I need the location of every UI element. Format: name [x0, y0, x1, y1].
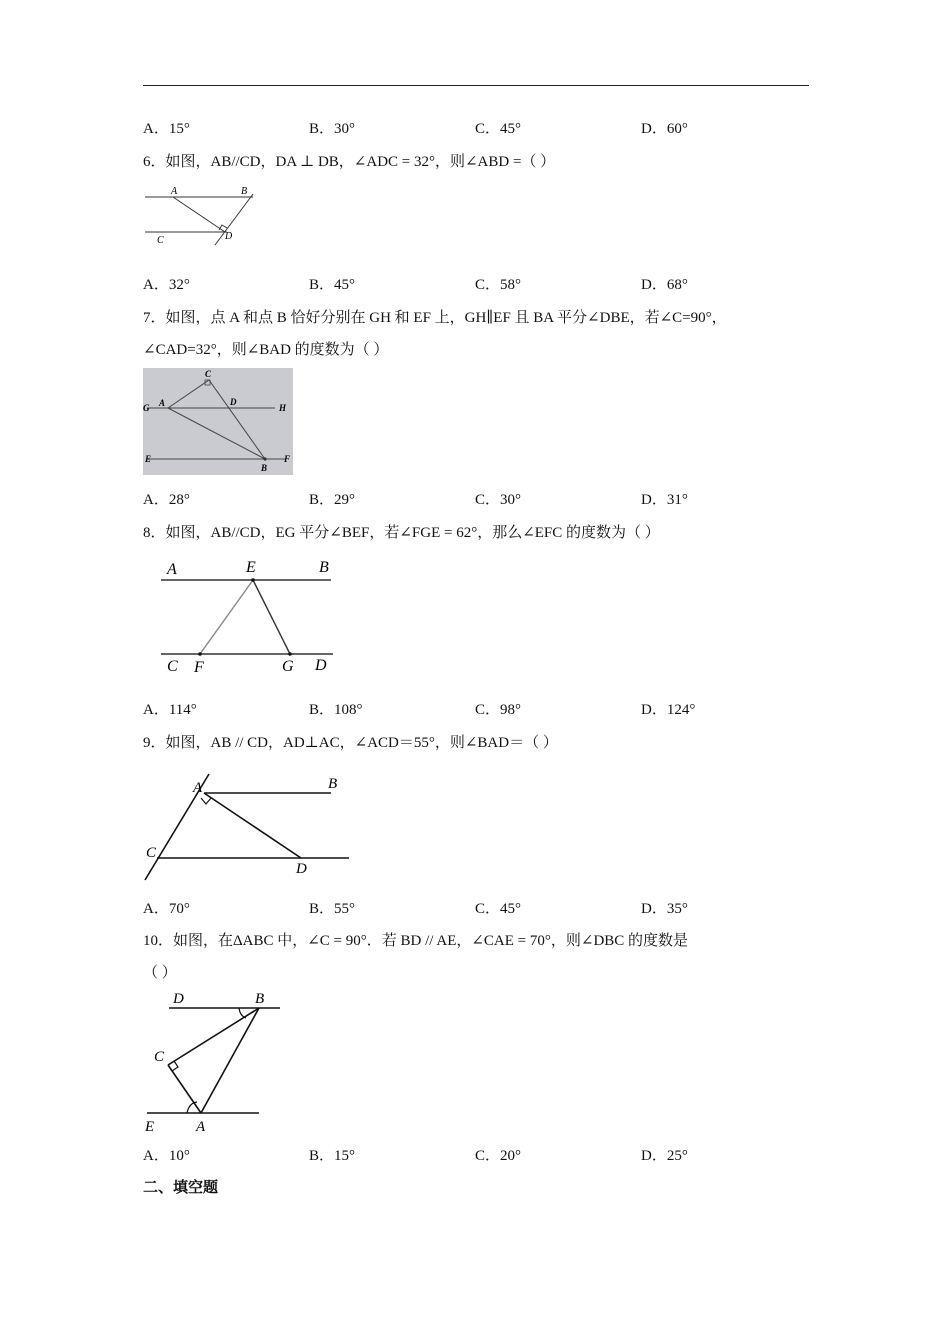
q7-option-a[interactable]: A．28°: [143, 492, 190, 508]
q10-label-a: A: [196, 1119, 206, 1134]
q9-label-d: D: [296, 861, 307, 877]
q6-label-d: D: [225, 231, 233, 242]
q6-label-b: B: [241, 186, 248, 197]
q8-option-a[interactable]: A．114°: [143, 702, 197, 718]
q5-option-b[interactable]: B．30°: [309, 121, 356, 137]
q7-options: [143, 488, 809, 512]
q10-label-e: E: [145, 1119, 155, 1134]
q6-option-c[interactable]: C．58°: [475, 277, 522, 293]
q9-label-b: B: [328, 776, 338, 792]
q7-label-f: F: [284, 454, 291, 464]
q10-option-a[interactable]: A．10°: [143, 1148, 190, 1164]
q9-label-c: C: [146, 845, 157, 861]
q9-option-b[interactable]: B．55°: [309, 901, 356, 917]
q7-figure: [143, 368, 293, 475]
q6-option-b[interactable]: B．45°: [309, 277, 356, 293]
q6-figure: [143, 185, 263, 247]
q9-figure: [143, 762, 353, 884]
q8-options: [143, 698, 809, 722]
q8-label-d: D: [315, 657, 327, 674]
q6-label-a: A: [171, 186, 178, 197]
q6-stem: 6．如图，AB//CD，DA ⊥ DB，∠ADC = 32°，则∠ABD =（ ）: [143, 154, 556, 170]
q10-option-b[interactable]: B．15°: [309, 1148, 356, 1164]
q5-option-c[interactable]: C．45°: [475, 121, 522, 137]
q6-option-d[interactable]: D．68°: [641, 277, 688, 293]
q5-options: [143, 117, 809, 141]
q7-label-d: D: [230, 397, 237, 407]
q5-option-d[interactable]: D．60°: [641, 121, 688, 137]
q6-options: [143, 273, 809, 297]
q7-label-e: E: [145, 454, 152, 464]
q8-label-g: G: [282, 658, 294, 675]
q9-option-c[interactable]: C．45°: [475, 901, 522, 917]
section-title: 二、填空题: [143, 1178, 219, 1196]
q9-option-a[interactable]: A．70°: [143, 901, 190, 917]
q10-label-b: B: [255, 991, 265, 1007]
q9-options: [143, 897, 809, 921]
q6-option-a[interactable]: A．32°: [143, 277, 190, 293]
q9-stem: 9．如图，AB // CD，AD⊥AC，∠ACD＝55°，则∠BAD＝（ ）: [143, 735, 558, 751]
q10-stem-line1: 10．如图，在ΔABC 中，∠C = 90°．若 BD // AE，∠CAE = 70°，则∠DBC 的度数是: [143, 933, 689, 949]
q8-label-b: B: [319, 559, 329, 576]
q7-stem-line2: ∠CAD=32°，则∠BAD 的度数为（ ）: [143, 342, 389, 358]
q8-label-a: A: [167, 561, 177, 578]
q10-options: [143, 1144, 809, 1168]
q7-option-b[interactable]: B．29°: [309, 492, 356, 508]
q7-label-a: A: [159, 398, 166, 408]
q10-label-c: C: [154, 1049, 165, 1065]
q7-stem-line1: 7．如图，点 A 和点 B 恰好分别在 GH 和 EF 上，GH∥EF 且 BA 平分∠DBE，若∠C=90°，: [143, 310, 727, 326]
q8-label-f: F: [194, 659, 204, 676]
q8-label-c: C: [167, 658, 178, 675]
q5-option-a[interactable]: A．15°: [143, 121, 190, 137]
header-rule: [143, 85, 809, 86]
q7-label-h: H: [279, 403, 287, 413]
q10-option-c[interactable]: C．20°: [475, 1148, 522, 1164]
q9-option-d[interactable]: D．35°: [641, 901, 688, 917]
q8-label-e: E: [246, 559, 256, 576]
q6-label-c: C: [157, 235, 164, 246]
q7-option-c[interactable]: C．30°: [475, 492, 522, 508]
q8-stem: 8．如图，AB//CD，EG 平分∠BEF，若∠FGE = 62°，那么∠EFC 的度数为（ ）: [143, 525, 660, 541]
q10-option-d[interactable]: D．25°: [641, 1148, 688, 1164]
q10-figure: [143, 988, 288, 1134]
q8-option-c[interactable]: C．98°: [475, 702, 522, 718]
q7-label-g: G: [143, 403, 150, 413]
q8-option-d[interactable]: D．124°: [641, 702, 696, 718]
q7-option-d[interactable]: D．31°: [641, 492, 688, 508]
q8-option-b[interactable]: B．108°: [309, 702, 363, 718]
q9-label-a: A: [193, 780, 203, 796]
q7-label-c: C: [205, 369, 212, 379]
q8-figure: [155, 552, 345, 678]
q10-stem-line2: （ ）: [143, 965, 177, 981]
q7-label-b: B: [261, 463, 268, 473]
q10-label-d: D: [173, 991, 184, 1007]
